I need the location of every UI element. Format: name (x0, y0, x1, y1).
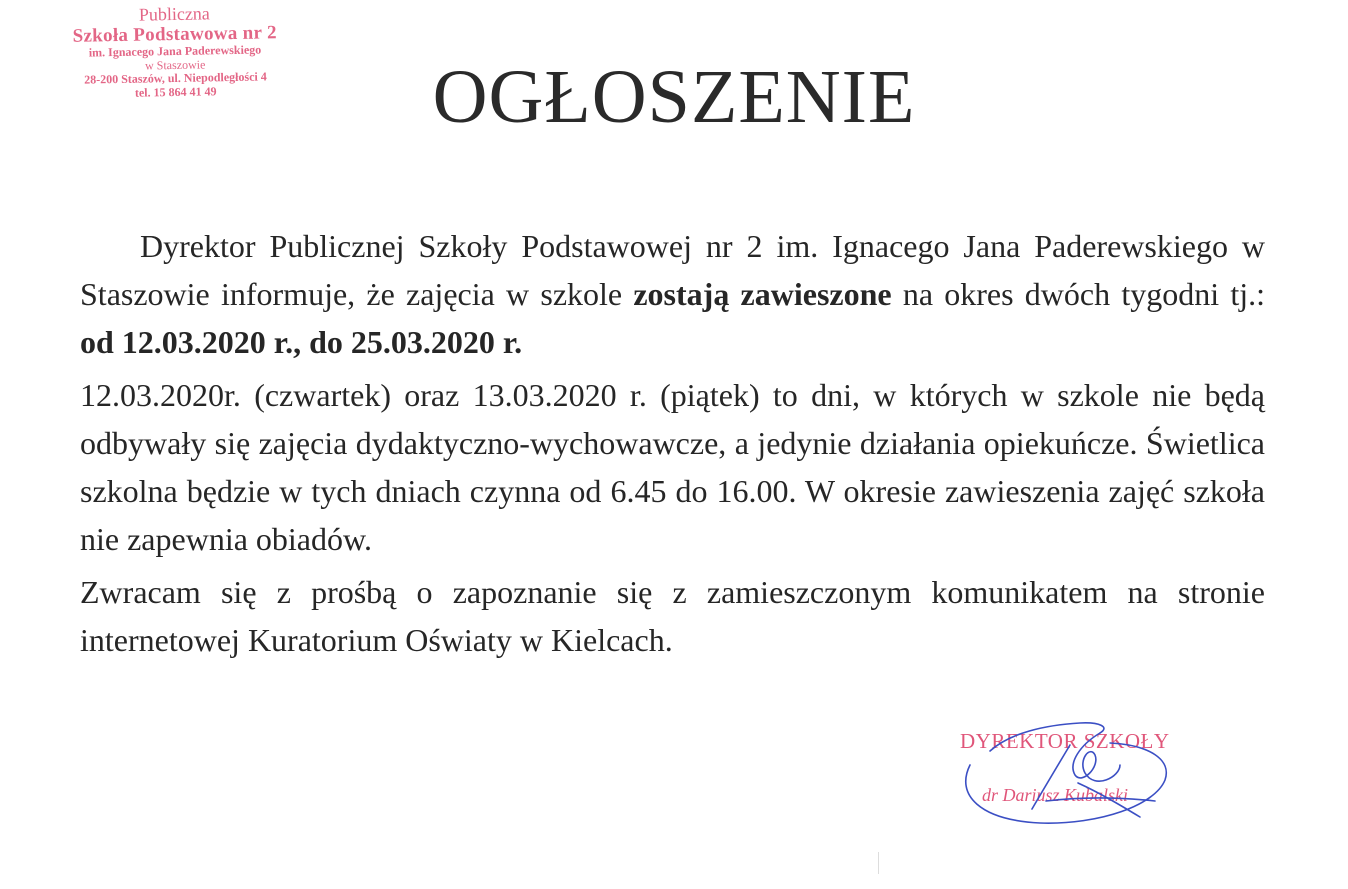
paragraph-2: 12.03.2020r. (czwartek) oraz 13.03.2020 r. (piątek) to dni, w których w szkole nie będą odbywały się zajęcia dydaktyczno-wychowawcze, a jedynie działania opiekuńcze. Świetlica szkolna będzie w tych dniach czynna od 6.45 do 16.00. W okresie zawieszenia zajęć szkoła nie zapewnia obiadów. (80, 377, 1265, 557)
director-role: DYREKTOR SZKOŁY (960, 729, 1170, 753)
page-title: OGŁOSZENIE (432, 55, 916, 139)
stamp-line-1: Publiczna (138, 3, 210, 25)
stamp-line-6: tel. 15 864 41 49 (134, 84, 217, 100)
announcement-body (80, 222, 1265, 669)
stamp-line-3: im. Ignacego Jana Paderewskiego (88, 42, 262, 60)
signature-scribble (950, 705, 1190, 835)
stamp-line-5: 28-200 Staszów, ul. Niepodległości 4 (84, 69, 267, 87)
director-name: dr Dariusz Kubalski (982, 785, 1129, 805)
stamp-line-4: w Staszowie (144, 57, 206, 73)
paragraph-1-bold-2: od 12.03.2020 r., do 25.03.2020 r. (80, 324, 523, 360)
paragraph-1-bold-1: zostają zawieszone (633, 276, 892, 312)
stamp-line-2: Szkoła Podstawowa nr 2 (72, 22, 277, 47)
paragraph-1-text-2: na okres dwóch tygodni tj.: (891, 276, 1266, 312)
paragraph-1-text-1: Dyrektor Publicznej Szkoły Podstawowej nr 2 im. Ignacego Jana Paderewskiego w Staszowie informuje, że zajęcia w szkole (80, 228, 1265, 312)
paragraph-3: Zwracam się z prośbą o zapoznanie się z zamieszczonym komunikatem na stronie internetowej Kuratorium Oświaty w Kielcach. (80, 574, 1265, 658)
scan-artifact (878, 852, 879, 874)
director-stamp (950, 705, 1190, 835)
paragraph-1 (80, 222, 1265, 366)
